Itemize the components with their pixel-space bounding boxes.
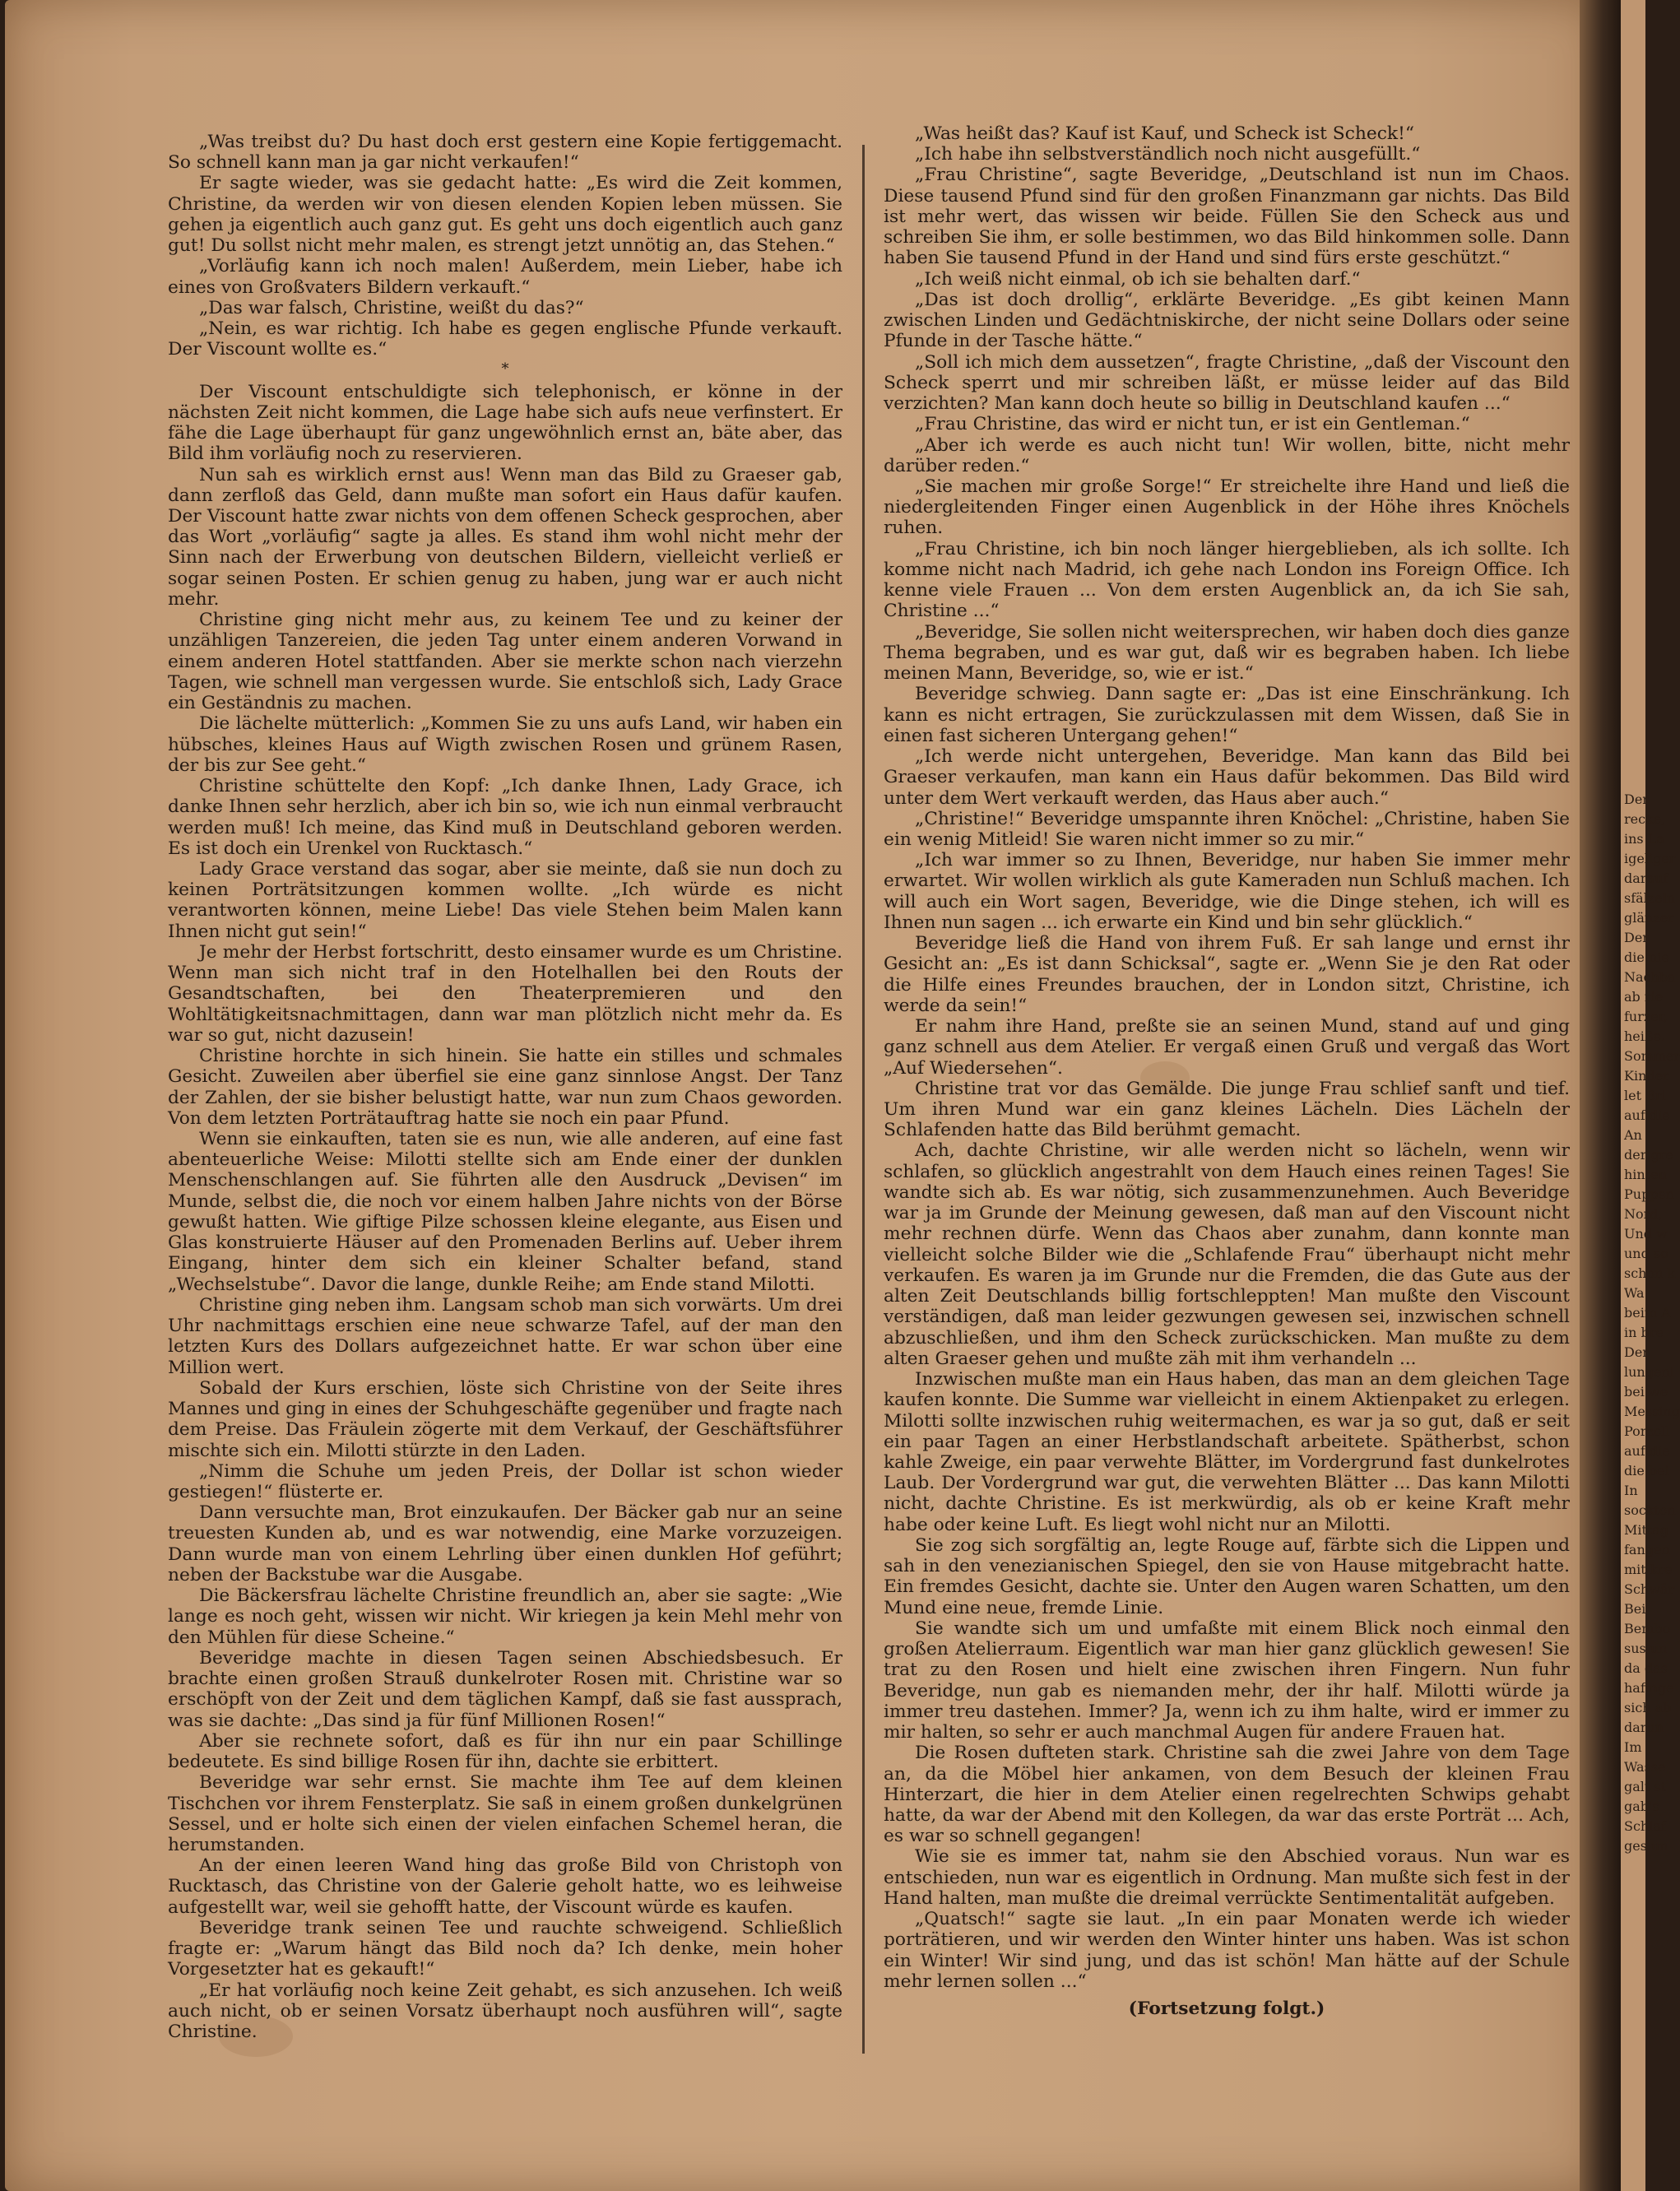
paragraph: „Vorläufig kann ich noch malen! Außerdem, mein Lieber, habe ich eines von Großvaters Bildern verkauft.“ xyxy=(168,256,842,298)
paragraph: Sie wandte sich um und umfaßte mit einem Blick noch einmal den großen Atelierraum. Eigentlich war man hier ganz glücklich gewesen! Sie trat zu den Rosen und hielt eine zwischen ihren Fingern. Nun fuhr Beveridge, nun gab es niemanden mehr, der ihr half. Milotti würde ja immer treu dastehen. Immer? Ja, wenn ich zu ihm halte, wird er immer zu mir halten, so sehr er auch manchmal Augen für andere Frauen hat. xyxy=(884,1618,1570,1743)
paragraph: „Soll ich mich dem aussetzen“, fragte Christine, „daß der Viscount den Scheck sperrt und mir schreiben läßt, er müsse leider auf das Bild verzichten? Man kann doch heute so billig in Deutschland kaufen ...“ xyxy=(884,351,1570,415)
paragraph: „Beveridge, Sie sollen nicht weitersprechen, wir haben doch dies ganze Thema begraben, und es war gut, daß wir es begraben haben. Ich liebe meinen Mann, Beveridge, so, wie er ist.“ xyxy=(884,621,1570,685)
paragraph: „Frau Christine, das wird er nicht tun, er ist ein Gentleman.“ xyxy=(915,414,1470,435)
paragraph: „Aber ich werde es auch nicht tun! Wir wollen, bitte, nicht mehr darüber reden.“ xyxy=(884,434,1570,476)
paragraph: Wie sie es immer tat, nahm sie den Abschied voraus. Nun war es entschieden, nun war es eigentlich in Ordnung. Man mußte sich fest in der Hand halten, man mußte die dreimal verrückte Sentimentalität aufgeben. xyxy=(884,1846,1570,1909)
paragraph: Christine schüttelte den Kopf: „Ich danke Ihnen, Lady Grace, ich danke Ihnen sehr herzlich, aber ich bin so, wie ich nun einmal verbraucht werden muß! Ich meine, das Kind muß in Deutschland geboren werden. Es ist doch ein Urenkel von Rucktasch.“ xyxy=(168,776,842,859)
fragment-line: fangen xyxy=(1624,1542,1670,1557)
fragment-line: der gre xyxy=(1624,1147,1673,1163)
fragment-line: Schlaf xyxy=(1624,1818,1666,1834)
fragment-line: furzer, xyxy=(1624,1009,1668,1024)
fragment-line: glänzer xyxy=(1624,910,1674,926)
fragment-line: Im xyxy=(1624,1739,1642,1755)
paragraph: „Ich war immer so zu Ihnen, Beveridge, nur haben Sie immer mehr erwartet. Wir wollen wirklich als gute Kameraden nun Schluß machen. Ich will auch ein Wort sagen, Beveridge, wie die Dinge stehen, ich will es Ihnen nun sagen ... ich erwarte ein Kind und bin sehr glücklich.“ xyxy=(884,850,1570,933)
paragraph: „Nein, es war richtig. Ich habe es gegen englische Pfunde verkauft. Der Viscount wollte es.“ xyxy=(168,318,842,360)
fragment-line: Puppen xyxy=(1624,1186,1675,1202)
paragraph: „Sie machen mir große Sorge!“ Er streichelte ihre Hand und ließ die niedergleitenden Finger einen Augenblick in der Höhe ihres Knöchels ruhen. xyxy=(884,476,1570,539)
fragment-line: schon k xyxy=(1624,1265,1676,1281)
fragment-line: recke, xyxy=(1624,811,1666,827)
paragraph: Lady Grace verstand das sogar, aber sie meinte, daß sie nun doch zu keinen Porträtsitzungen kommen wollte. „Ich würde es nicht verantworten können, meine Liebe! Das viele Stehen beim Malen kann Ihnen nicht gut sein!“ xyxy=(168,858,842,942)
fragment-line: Messing xyxy=(1624,1404,1680,1419)
book-gutter xyxy=(1580,0,1621,2191)
fragment-line: lungenl xyxy=(1624,1364,1674,1380)
paragraph: Der Viscount entschuldigte sich telephonisch, er könne in der nächsten Zeit nicht kommen, die Lage habe sich aufs neue verfinstert. Er fähe die Lage überhaupt für ganz ungewöhnlich ernst an, bäte aber, das Bild ihm vorläufig noch zu reservieren. xyxy=(168,381,842,465)
paragraph: „Das war falsch, Christine, weißt du das?“ xyxy=(199,297,584,318)
paragraph: Christine horchte in sich hinein. Sie hatte ein stilles und schmales Gesicht. Zuweilen aber überfiel sie eine ganz sinnlose Angst. Der Tanz der Zahlen, der sie bisher belustigt hatte, war nun zum Chaos geworden. Von dem letzten Porträtauftrag hatte sie noch ein paar Pfund. xyxy=(168,1046,842,1129)
fragment-line: In xyxy=(1624,1483,1638,1498)
fragment-line: Der xyxy=(1624,930,1649,945)
paragraph: An der einen leeren Wand hing das große Bild von Christoph von Rucktasch, das Christine von der Galerie geholt hatte, wo es leihweise aufgestellt war, weil sie gehofft hatte, der Viscount würde es kaufen. xyxy=(168,1855,842,1918)
paragraph: „Ich werde nicht untergehen, Beveridge. Man kann das Bild bei Graeser verkaufen, man kann ein Haus dafür bekommen. Das Bild wird unter dem Wert verkauft werden, das Haus aber auch.“ xyxy=(884,746,1570,809)
fragment-line: Und w xyxy=(1624,1226,1668,1242)
paragraph: „Ich habe ihn selbstverständlich noch nicht ausgefüllt.“ xyxy=(915,144,1421,165)
paragraph: „Ich weiß nicht einmal, ob ich sie behalten darf.“ xyxy=(915,268,1361,290)
fragment-line: An xyxy=(1624,1127,1642,1143)
fragment-line: Der xyxy=(1624,791,1649,807)
paragraph: „Er hat vorläufig noch keine Zeit gehabt, es sich anzusehen. Ich weiß auch nicht, ob er seinen Vorsatz überhaupt noch ausführen will“, sagte Christine. xyxy=(168,1980,842,2043)
fragment-line: auf die xyxy=(1624,1107,1670,1123)
paragraph: „Frau Christine“, sagte Beveridge, „Deutschland ist nun im Chaos. Diese tausend Pfund sind für den großen Finanzmann gar nichts. Das Bild ist mehr wert, das wissen wir beide. Füllen Sie den Scheck aus und schreiben Sie ihm, er solle bestimmen, wo das Bild hinkommen solle. Dann haben Sie tausend Pfund in der Hand und sind fürs erste geschützt.“ xyxy=(884,165,1570,269)
fragment-line: hinten xyxy=(1624,1167,1667,1182)
paragraph: Beveridge ließ die Hand von ihrem Fuß. Er sah lange und ernst ihr Gesicht an: „Es ist dann Schicksal“, sagte er. „Wenn Sie je den Rat oder die Hilfe eines Freundes brauchen, der in London sitzt, Christine, ich werde da sein!“ xyxy=(884,933,1570,1016)
fragment-line: hafinge xyxy=(1624,1680,1674,1696)
fragment-line: gab's xyxy=(1624,1799,1659,1814)
paragraph: „Christine!“ Beveridge umspannte ihren Knöchel: „Christine, haben Sie ein wenig Mitleid! Sie waren nicht immer so zu mir.“ xyxy=(884,808,1570,850)
fragment-line: sus un xyxy=(1624,1641,1668,1656)
continuation-note: (Fortsetzung folgt.) xyxy=(1128,1998,1325,2020)
section-break-asterisk: * xyxy=(501,360,509,378)
paragraph: Beveridge machte in diesen Tagen seinen Abschiedsbesuch. Er brachte einen großen Strauß dunkelroter Rosen mit. Christine war so erschöpft von der Zeit und dem täglichen Kampf, daß sie fast aussprach, was sie dachte: „Das sind ja für fünf Millionen Rosen!“ xyxy=(168,1647,842,1731)
column-divider xyxy=(862,145,865,2054)
fragment-line: Der xyxy=(1624,1344,1649,1360)
paragraph: Wenn sie einkauften, taten sie es nun, wie alle anderen, auf eine fast abenteuerliche Weise: Milotti stellte sich am Ende einer der dunklen Menschenschlangen auf. Sie führten alle den Ausdruck „Devisen“ im Munde, selbst die, die noch vor einem halben Jahre nichts von der Börse gewußt hatten. Wie giftige Pilze schossen kleine elegante, aus Eisen und Glas konstruierte Häuser auf den Promenaden Berlins auf. Ueber ihrem Eingang, hinter dem sich ein kleiner Schalter befand, stand „Wechselstube“. Davor die lange, dunkle Reihe; am Ende stand Milotti. xyxy=(168,1129,842,1295)
fragment-line: sich ab xyxy=(1624,1700,1672,1715)
fragment-line: igeliger xyxy=(1624,851,1676,866)
fragment-line: und so xyxy=(1624,1246,1668,1261)
fragment-line: Wa xyxy=(1624,1285,1645,1301)
paragraph: Er nahm ihre Hand, preßte sie an seinen Mund, stand auf und ging ganz schnell aus dem Atelier. Er vergaß einen Gruß und vergaß das Wort „Auf Wiedersehen“. xyxy=(884,1016,1570,1079)
fragment-line: Mittag xyxy=(1624,1522,1669,1538)
paragraph: Christine ging nicht mehr aus, zu keinem Tee und zu keiner der unzähligen Tanzereien, die jeden Tag unter einem anderen Vorwand in einem anderen Hotel stattfanden. Aber sie merkte schon nach vierzehn Tagen, wie schnell man vergessen wurde. Sie entschloß sich, Lady Grace ein Geständnis zu machen. xyxy=(168,610,842,714)
fragment-line: Wasse xyxy=(1624,1759,1666,1775)
fragment-line: sockten xyxy=(1624,1502,1676,1518)
paragraph: Christine ging neben ihm. Langsam schob man sich vorwärts. Um drei Uhr nachmittags erschien eine neue schwarze Tafel, auf der man den letzten Kurs des Dollars aufgezeichnet hatte. Er war schon über eine Million wert. xyxy=(168,1294,842,1378)
fragment-line: darun xyxy=(1624,1720,1664,1735)
fragment-line: Schwär xyxy=(1624,1581,1675,1597)
fragment-line: beim A xyxy=(1624,1305,1671,1321)
fragment-line: ab rie xyxy=(1624,989,1664,1005)
paragraph: Sie zog sich sorgfältig an, legte Rouge auf, färbte sich die Lippen und sah in den venezianischen Spiegel, den sie von Hause mitgebracht hatte. Ein fremdes Gesicht, dachte sie. Unter den Augen waren Schatten, um den Mund eine neue, fremde Linie. xyxy=(884,1534,1570,1618)
paragraph: „Quatsch!“ sagte sie laut. „In ein paar Monaten werde ich wieder porträtieren, und wir werden den Winter hinter uns haben. Was ist schon ein Winter! Wir sind jung, und das ist schön! Man hätte auf der Schule mehr lernen sollen ...“ xyxy=(884,1909,1570,1992)
paragraph: Die Bäckersfrau lächelte Christine freundlich an, aber sie sagte: „Wie lange es noch geht, wissen wir nicht. Wir kriegen ja kein Mehl mehr von den Mühlen für diese Scheine.“ xyxy=(168,1585,842,1648)
paragraph: Nun sah es wirklich ernst aus! Wenn man das Bild zu Graeser gab, dann zerfloß das Geld, dann mußte man sofort ein Haus dafür kaufen. Der Viscount hatte zwar nichts von dem offenen Scheck gesprochen, aber das Wort „vorläufig“ sagte ja alles. Es stand ihm wohl nicht mehr der Sinn nach der Erwerbung von deutschen Bildern, vielleicht verließ er sogar seinen Posten. Er schien genug zu haben, jung war er auch nicht mehr. xyxy=(168,464,842,610)
paragraph: Sobald der Kurs erschien, löste sich Christine von der Seite ihres Mannes und ging in eines der Schuhgeschäfte gegenüber und fragte nach dem Preise. Das Fräulein zögerte mit dem Verkauf, der Geschäftsführer mischte sich ein. Milotti stürzte in den Laden. xyxy=(168,1377,842,1461)
paragraph: Beveridge war sehr ernst. Sie machte ihm Tee auf dem kleinen Tischchen vor ihrem Fensterplatz. Sie saß in einem großen dunkelgrünen Sessel, und er holte sich einen der vielen einfachen Schemel heran, die herumstanden. xyxy=(168,1772,842,1855)
paragraph: Die lächelte mütterlich: „Kommen Sie zu uns aufs Land, wir haben ein hübsches, kleines Haus auf Wigth zwischen Rosen und grünem Rasen, der bis zur See geht.“ xyxy=(168,713,842,776)
paragraph: Ach, dachte Christine, wir alle werden nicht so lächeln, wenn wir schlafen, so glücklich angestrahlt von dem Hauch eines reinen Tages! Sie wandte sich ab. Es war nötig, sich zusammenzunehmen. Auch Beveridge war ja im Grunde der Meinung gewesen, daß man auf den Viscount nicht mehr rechnen dürfe. Wenn das Chaos aber zunahm, dann konnte man vielleicht solche Bilder wie die „Schlafende Frau“ überhaupt nicht mehr verkaufen. Es waren ja im Grunde nur die Fremden, die das Gute aus der alten Zeit Deutschlands billig fortschleppten! Man mußte den Viscount verständigen, daß man leider gezwungen gewesen sei, inzwischen schnell abzuschließen, und ihm den Scheck zurückschicken. Man mußte zu dem alten Graeser gehen und mußte zäh mit ihm verhandeln ... xyxy=(884,1140,1570,1369)
paragraph: „Was heißt das? Kauf ist Kauf, und Scheck ist Scheck!“ xyxy=(915,123,1414,144)
fragment-line: Bembo xyxy=(1624,1621,1671,1636)
paragraph: Christine trat vor das Gemälde. Die junge Frau schlief sanft und tief. Um ihren Mund war ein ganz kleines Lächeln. Dies Lächeln der Schlafenden hatte das Bild berühmt gemacht. xyxy=(884,1078,1570,1141)
fragment-line: die bei xyxy=(1624,1463,1669,1478)
paragraph: „Nimm die Schuhe um jeden Preis, der Dollar ist schon wieder gestiegen!“ flüsterte er. xyxy=(168,1460,842,1502)
paragraph: Die Rosen dufteten stark. Christine sah die zwei Jahre von dem Tage an, da die Möbel hier ankamen, von dem Besuch der kleinen Frau Hinterzart, die hier in dem Atelier einen regelrechten Schwips gehabt hatte, da war der Abend mit den Kollegen, da war das erste Porträt ... Ach, es war so schnell gegangen! xyxy=(884,1743,1570,1847)
paragraph: Aber sie rechnete sofort, daß es für ihn nur ein paar Schillinge bedeutete. Es sind billige Rosen für ihn, dachte sie erbittert. xyxy=(168,1730,842,1773)
paragraph: Beveridge schwieg. Dann sagte er: „Das ist eine Einschränkung. Ich kann es nicht ertragen, Sie zurückzulassen mit dem Wissen, daß Sie in einen fast sicheren Untergang gehen!“ xyxy=(884,684,1570,746)
fragment-line: darauf xyxy=(1624,870,1668,886)
fragment-line: Bei xyxy=(1624,1601,1646,1617)
paragraph: Dann versuchte man, Brot einzukaufen. Der Bäcker gab nur an seine treuesten Kunden ab, und es war notwendig, eine Marke vorzuzeigen. Dann wurde man von einem Lehrling über einen dunklen Hof geführt; neben der Backstube war die Ausgabe. xyxy=(168,1502,842,1585)
fragment-line: ges un xyxy=(1624,1838,1668,1854)
fragment-line: Nachba xyxy=(1624,969,1676,985)
paragraph: „Frau Christine, ich bin noch länger hiergeblieben, als ich sollte. Ich komme nicht nach Madrid, ich gehe nach London ins Foreign Office. Ich kenne viele Frauen ... Von dem ersten Augenblick an, da ich Sie sah, Christine ...“ xyxy=(884,538,1570,622)
fragment-line: in bre xyxy=(1624,1325,1664,1340)
newspaper-page xyxy=(5,0,1601,2191)
fragment-line: ins La xyxy=(1624,831,1664,847)
paragraph: Er sagte wieder, was sie gedacht hatte: „Es wird die Zeit kommen, Christine, da werden wir von diesen elenden Kopien leben müssen. Sie gehen ja eigentlich auch ganz gut. Es geht uns doch eigentlich auch ganz gut! Du sollst nicht mehr malen, es strengt jetzt unnötig an, das Stehen.“ xyxy=(168,173,842,257)
fragment-line: Kinder xyxy=(1624,1068,1669,1084)
fragment-line: let Bri xyxy=(1624,1088,1666,1103)
paragraph: Je mehr der Herbst fortschritt, desto einsamer wurde es um Christine. Wenn man sich nicht traf in den Hotelhallen bei den Routs der Gesandtschaften, bei den Theaterpremieren und den Wohltätigkeitsnachmittagen, dann war man plötzlich nicht mehr da. Es war so gut, nicht dazusein! xyxy=(168,941,842,1046)
fragment-line: auf die xyxy=(1624,1443,1670,1459)
fragment-line: mit kre xyxy=(1624,1562,1673,1577)
paragraph: Inzwischen mußte man ein Haus haben, das man an dem gleichen Tage kaufen konnte. Die Summe war vielleicht in einem Aktienpaket zu erlegen. Milotti sollte inzwischen ruhig weitermachen, es war ja so gut, daß er seit ein paar Tagen an einer Herbstlandschaft arbeitete. Spätherbst, schon kahle Zweige, ein paar verwehte Blätter, im Vordergrund fast dunkelrotes Laub. Der Vordergrund war gut, die verwehten Blätter ... Das kann Milotti nicht, dachte Christine. Es ist merkwürdig, als ob er keine Kraft mehr habe oder keine Luft. Es liegt wohl nicht nur an Milotti. xyxy=(884,1369,1570,1535)
fragment-line: Sommer xyxy=(1624,1048,1680,1064)
fragment-line: bei we xyxy=(1624,1384,1668,1400)
fragment-line: galt st xyxy=(1624,1779,1667,1794)
fragment-line: Nord, xyxy=(1624,1206,1663,1222)
fragment-line: sfälzeln xyxy=(1624,890,1676,906)
paragraph: Beveridge trank seinen Tee und rauchte schweigend. Schließlich fragte er: „Warum hängt das Bild noch da? Ich denke, mein hoher Vorgesetzter hat es gekauft!“ xyxy=(168,1917,842,1980)
paragraph: „Was treibst du? Du hast doch erst gestern eine Kopie fertiggemacht. So schnell kann man ja gar nicht verkaufen!“ xyxy=(168,132,842,174)
article-column-left xyxy=(168,132,842,2042)
article-column-right xyxy=(884,123,1570,2019)
adjacent-page-fragment xyxy=(1621,0,1680,2191)
fragment-line: die nie xyxy=(1624,949,1669,965)
paragraph: „Das ist doch drollig“, erklärte Beveridge. „Es gibt keinen Mann zwischen Linden und Gedächtniskirche, der nicht seine Dollars oder seine Pfunde in der Tasche hätte.“ xyxy=(884,289,1570,352)
fragment-line: da das xyxy=(1624,1660,1668,1676)
fragment-line: heiße. xyxy=(1624,1028,1666,1044)
fragment-line: Porzell xyxy=(1624,1423,1670,1439)
